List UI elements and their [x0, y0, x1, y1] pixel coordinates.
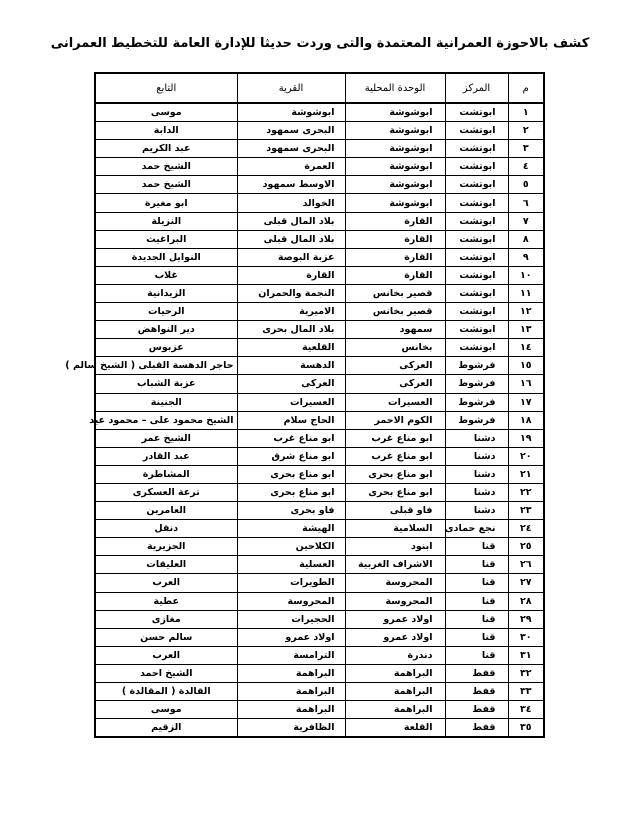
table-row — [95, 411, 544, 429]
cell-markaz: دشنا — [445, 483, 508, 501]
cell-local-unit: ابوشوشة — [345, 122, 445, 140]
cell-markaz: قفط — [445, 664, 508, 682]
cell-follower: مغازى — [95, 610, 237, 628]
cell-village: القارة — [237, 266, 345, 284]
cell-village: ابو مناع غرب — [237, 429, 345, 447]
cell-follower: عبد الكريم — [95, 140, 237, 158]
table-row — [95, 375, 544, 393]
cell-local-unit: القارة — [345, 266, 445, 284]
cell-num: ٦ — [508, 194, 544, 212]
table-row — [95, 538, 544, 556]
cell-num: ٢٠ — [508, 447, 544, 465]
cell-follower: المشاطرة — [95, 465, 237, 483]
cell-follower: الجنينة — [95, 393, 237, 411]
table-row — [95, 103, 544, 122]
cell-follower: العامرين — [95, 502, 237, 520]
cell-village: البحرى سمهود — [237, 122, 345, 140]
cell-village: الظافرية — [237, 719, 345, 738]
cell-local-unit: ابو مناع بحرى — [345, 483, 445, 501]
cell-village: الحاج سلام — [237, 411, 345, 429]
cell-markaz: قنا — [445, 592, 508, 610]
cell-follower: الشيخ احمد — [95, 664, 237, 682]
header-village: القرية — [237, 73, 345, 103]
cell-local-unit: المحروسة — [345, 574, 445, 592]
cell-village: القلعية — [237, 339, 345, 357]
table-row — [95, 447, 544, 465]
cell-num: ١٣ — [508, 321, 544, 339]
cell-markaz: ابوتشت — [445, 230, 508, 248]
cell-markaz: ابوتشت — [445, 158, 508, 176]
cell-local-unit: ابو مناع بحرى — [345, 465, 445, 483]
cell-follower: العرب — [95, 646, 237, 664]
cell-num: ٣١ — [508, 646, 544, 664]
cell-markaz: ابوتشت — [445, 103, 508, 122]
cell-local-unit: القارة — [345, 230, 445, 248]
cell-village: النجمة والحمران — [237, 284, 345, 302]
cell-markaz: ابوتشت — [445, 176, 508, 194]
table-row — [95, 140, 544, 158]
cell-village: الترامسة — [237, 646, 345, 664]
cell-follower: الرحيات — [95, 303, 237, 321]
cell-village: بلاد المال قبلى — [237, 230, 345, 248]
cell-num: ٢٩ — [508, 610, 544, 628]
cell-local-unit: ابو مناع غرب — [345, 447, 445, 465]
cell-num: ١١ — [508, 284, 544, 302]
table-row — [95, 122, 544, 140]
cell-village: البراهمة — [237, 701, 345, 719]
cell-markaz: ابوتشت — [445, 248, 508, 266]
cell-num: ١٦ — [508, 375, 544, 393]
cell-local-unit: بخانس — [345, 339, 445, 357]
cell-num: ٣٥ — [508, 719, 544, 738]
cell-local-unit: القلعة — [345, 719, 445, 738]
table-row — [95, 230, 544, 248]
cell-markaz: ابوتشت — [445, 122, 508, 140]
cell-markaz: دشنا — [445, 429, 508, 447]
table-row — [95, 303, 544, 321]
cell-markaz: دشنا — [445, 502, 508, 520]
cell-follower: ابو مغيرة — [95, 194, 237, 212]
cell-follower: القالدة ( المقالدة ) — [95, 683, 237, 701]
cell-village: العركى — [237, 375, 345, 393]
cell-num: ٢ — [508, 122, 544, 140]
cell-follower: ترعة العسكرى — [95, 483, 237, 501]
cell-num: ٣ — [508, 140, 544, 158]
table-row — [95, 176, 544, 194]
cell-num: ١٥ — [508, 357, 544, 375]
cell-markaz: فرشوط — [445, 393, 508, 411]
cell-num: ٧ — [508, 212, 544, 230]
cell-markaz: فرشوط — [445, 357, 508, 375]
cell-village: البراهمة — [237, 664, 345, 682]
cell-follower: سالم حسن — [95, 628, 237, 646]
cell-village: البحرى سمهود — [237, 140, 345, 158]
cell-village: الاميرية — [237, 303, 345, 321]
cell-follower: عزبة الشباب — [95, 375, 237, 393]
cell-follower: النزيلة — [95, 212, 237, 230]
cell-follower: عطية — [95, 592, 237, 610]
table-row — [95, 592, 544, 610]
cell-num: ٣٢ — [508, 664, 544, 682]
cell-village: الطويرات — [237, 574, 345, 592]
cell-markaz: قفط — [445, 719, 508, 738]
cell-num: ٢٧ — [508, 574, 544, 592]
cell-village: المحروسة — [237, 592, 345, 610]
cell-num: ٤ — [508, 158, 544, 176]
table-row — [95, 339, 544, 357]
cell-local-unit: المحروسة — [345, 592, 445, 610]
cell-follower: العرب — [95, 574, 237, 592]
table-row — [95, 266, 544, 284]
table-row — [95, 628, 544, 646]
table-row — [95, 321, 544, 339]
cell-follower: غلاب — [95, 266, 237, 284]
table-row — [95, 194, 544, 212]
cell-local-unit: دندرة — [345, 646, 445, 664]
cell-local-unit: ابوشوشة — [345, 194, 445, 212]
cell-village: البراهمة — [237, 683, 345, 701]
cell-follower: الشيخ عمر — [95, 429, 237, 447]
cell-village: ابو مناع بحرى — [237, 465, 345, 483]
cell-village: ابو مناع شرق — [237, 447, 345, 465]
cell-follower: الدابة — [95, 122, 237, 140]
cell-markaz: قنا — [445, 538, 508, 556]
table-row — [95, 610, 544, 628]
cell-num: ٣٠ — [508, 628, 544, 646]
cell-local-unit: ابوشوشة — [345, 140, 445, 158]
cell-follower: عبد القادر — [95, 447, 237, 465]
header-markaz: المركز — [445, 73, 508, 103]
cell-markaz: ابوتشت — [445, 303, 508, 321]
cell-follower: دير النواهض — [95, 321, 237, 339]
table-row — [95, 393, 544, 411]
cell-num: ٥ — [508, 176, 544, 194]
header-follower: التابع — [95, 73, 237, 103]
table-row — [95, 502, 544, 520]
header-local-unit: الوحدة المحلية — [345, 73, 445, 103]
cell-num: ١٨ — [508, 411, 544, 429]
cell-follower: دنقل — [95, 520, 237, 538]
cell-markaz: قنا — [445, 556, 508, 574]
cell-local-unit: فاو قبلى — [345, 502, 445, 520]
table-row — [95, 429, 544, 447]
cell-village: الهيشة — [237, 520, 345, 538]
cell-num: ٢١ — [508, 465, 544, 483]
cell-local-unit: اولاد عمرو — [345, 610, 445, 628]
cell-follower: عزبوس — [95, 339, 237, 357]
cell-markaz: ابوتشت — [445, 266, 508, 284]
cell-local-unit: القارة — [345, 212, 445, 230]
table-row — [95, 158, 544, 176]
table-row — [95, 701, 544, 719]
cell-num: ٢٣ — [508, 502, 544, 520]
page-title: كشف بالاحوزة العمرانية المعتمدة والتى وردت حديثا للإدارة العامة للتخطيط العمرانى — [50, 36, 590, 51]
cell-markaz: دشنا — [445, 447, 508, 465]
cell-num: ١ — [508, 103, 544, 122]
cell-local-unit: ابوشوشة — [345, 176, 445, 194]
cell-num: ١٠ — [508, 266, 544, 284]
cell-num: ٢٦ — [508, 556, 544, 574]
table-row — [95, 556, 544, 574]
table-row — [95, 212, 544, 230]
cell-num: ١٧ — [508, 393, 544, 411]
cell-num: ١٤ — [508, 339, 544, 357]
cell-follower: الشيخ حمد — [95, 176, 237, 194]
cell-markaz: نجع حمادى — [445, 520, 508, 538]
cell-markaz: قنا — [445, 610, 508, 628]
cell-village: بلاد المال بحرى — [237, 321, 345, 339]
cell-follower: موسى — [95, 103, 237, 122]
table-row — [95, 284, 544, 302]
table-row — [95, 664, 544, 682]
cell-num: ٨ — [508, 230, 544, 248]
cell-local-unit: سمهود — [345, 321, 445, 339]
cell-follower: حاجر الدهسة القبلى ( الشيخ سالم ) — [95, 357, 237, 375]
cell-village: عزبة البوصة — [237, 248, 345, 266]
cell-village: اولاد عمرو — [237, 628, 345, 646]
cell-village: العسلية — [237, 556, 345, 574]
table-row — [95, 465, 544, 483]
cell-follower: الزقيم — [95, 719, 237, 738]
cell-village: الخوالد — [237, 194, 345, 212]
cell-follower: موسى — [95, 701, 237, 719]
cell-markaz: ابوتشت — [445, 194, 508, 212]
cell-num: ٢٨ — [508, 592, 544, 610]
header-num: م — [508, 73, 544, 103]
cell-local-unit: قصير بخانس — [345, 284, 445, 302]
table-row — [95, 483, 544, 501]
cell-num: ٣٤ — [508, 701, 544, 719]
cell-village: الحجيرات — [237, 610, 345, 628]
cell-village: بلاد المال قبلى — [237, 212, 345, 230]
cell-village: الاوسط سمهود — [237, 176, 345, 194]
table-body — [65, 103, 544, 737]
cell-village: فاو بحرى — [237, 502, 345, 520]
cell-markaz: ابوتشت — [445, 284, 508, 302]
cell-markaz: قفط — [445, 683, 508, 701]
cell-local-unit: قصير بخانس — [345, 303, 445, 321]
cell-local-unit: السلامية — [345, 520, 445, 538]
cell-markaz: قنا — [445, 628, 508, 646]
cell-markaz: قنا — [445, 646, 508, 664]
cell-local-unit: الكوم الاحمر — [345, 411, 445, 429]
cell-village: الكلاحين — [237, 538, 345, 556]
villages-table — [65, 72, 545, 738]
cell-local-unit: الاشراف الغربية — [345, 556, 445, 574]
cell-follower: العليقات — [95, 556, 237, 574]
table-header-row — [95, 73, 544, 103]
cell-follower: الجزيرية — [95, 538, 237, 556]
cell-markaz: فرشوط — [445, 375, 508, 393]
cell-markaz: فرشوط — [445, 411, 508, 429]
cell-village: العمرة — [237, 158, 345, 176]
cell-num: ٩ — [508, 248, 544, 266]
cell-village: الدهسة — [237, 357, 345, 375]
table-row — [95, 357, 544, 375]
cell-local-unit: ابوشوشة — [345, 158, 445, 176]
cell-markaz: ابوتشت — [445, 212, 508, 230]
cell-num: ٢٥ — [508, 538, 544, 556]
cell-local-unit: العسيرات — [345, 393, 445, 411]
cell-num: ٣٣ — [508, 683, 544, 701]
cell-village: ابوشوشة — [237, 103, 345, 122]
cell-num: ١٩ — [508, 429, 544, 447]
cell-follower: النوايل الجديدة — [95, 248, 237, 266]
cell-follower: البراغيث — [95, 230, 237, 248]
table-row — [95, 719, 544, 738]
table-row — [95, 683, 544, 701]
cell-local-unit: البراهمة — [345, 701, 445, 719]
table-row — [95, 248, 544, 266]
cell-markaz: قفط — [445, 701, 508, 719]
cell-markaz: دشنا — [445, 465, 508, 483]
cell-markaz: ابوتشت — [445, 321, 508, 339]
cell-markaz: ابوتشت — [445, 339, 508, 357]
cell-markaz: ابوتشت — [445, 140, 508, 158]
cell-local-unit: ابوشوشة — [345, 103, 445, 122]
table-row — [95, 520, 544, 538]
cell-follower: الشيخ محمود على – محمود عيد — [95, 411, 237, 429]
cell-num: ٢٢ — [508, 483, 544, 501]
cell-local-unit: البراهمة — [345, 664, 445, 682]
table-row — [95, 574, 544, 592]
cell-village: ابو مناع بحرى — [237, 483, 345, 501]
cell-local-unit: ابنود — [345, 538, 445, 556]
cell-local-unit: القارة — [345, 248, 445, 266]
cell-local-unit: اولاد عمرو — [345, 628, 445, 646]
cell-local-unit: العركى — [345, 357, 445, 375]
cell-follower: الزيدانية — [95, 284, 237, 302]
cell-markaz: قنا — [445, 574, 508, 592]
cell-local-unit: البراهمة — [345, 683, 445, 701]
cell-num: ١٢ — [508, 303, 544, 321]
cell-local-unit: العركى — [345, 375, 445, 393]
cell-local-unit: ابو مناع غرب — [345, 429, 445, 447]
cell-num: ٢٤ — [508, 520, 544, 538]
table-row — [95, 646, 544, 664]
cell-follower: الشيخ حمد — [95, 158, 237, 176]
cell-village: العسيرات — [237, 393, 345, 411]
